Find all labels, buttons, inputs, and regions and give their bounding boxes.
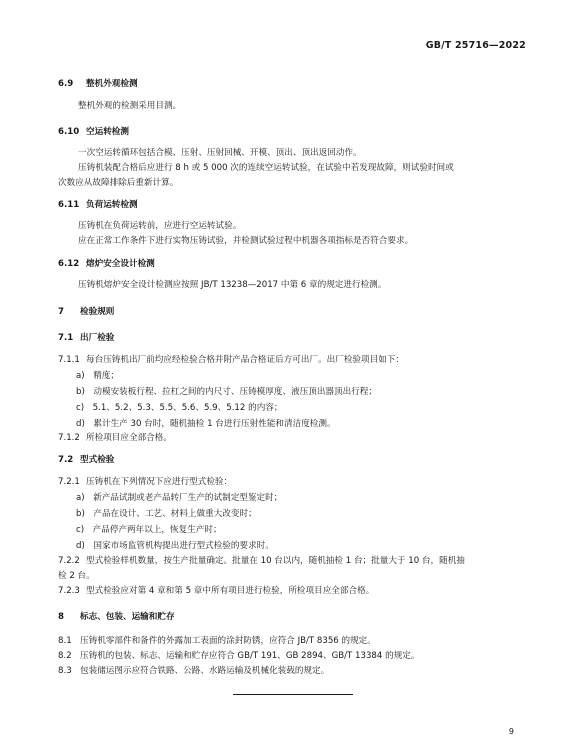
section-6-9-heading: 6.9 整机外观检测 <box>58 79 138 89</box>
section-6-11-text-1: 压铸机在负荷运转前，应进行空运转试验。 <box>78 221 242 231</box>
clause-7-2-1-item-a: a) 新产品试制或老产品转厂生产的试制定型鉴定时； <box>76 493 283 503</box>
clause-7-1-1-item-b: b) 动模安装板行程、拉杠之间的内尺寸、压铸模厚度、液压顶出器顶出行程； <box>76 387 377 397</box>
clause-8-3: 8.3 包装储运图示应符合铁路、公路、水路运输及机械化装载的规定。 <box>58 666 330 676</box>
section-6-10-heading: 6.10 空运转检测 <box>58 127 129 137</box>
clause-7-2-1-item-d: d) 国家市场监管机构提出进行型式检验的要求时。 <box>76 541 274 551</box>
clause-7-1-1-item-d: d) 累计生产 30 台时，随机抽检 1 台进行压射性能和清洁度检测。 <box>76 419 336 429</box>
clause-7-1-1: 7.1.1 每台压铸机出厂前均应经检验合格并附产品合格证后方可出厂。出厂检验项目如下： <box>58 355 404 365</box>
section-6-11-heading: 6.11 负荷运转检测 <box>58 200 138 210</box>
section-7-1-heading: 7.1 出厂检验 <box>58 333 115 343</box>
clause-7-2-2: 7.2.2 型式检验样机数量，按生产批量确定。批量在 10 台以内，随机抽检 1 台；批量大于 10 台，随机抽 <box>58 556 465 566</box>
section-6-10-text-3: 次数应从故障排除后重新计算。 <box>58 178 179 188</box>
clause-8-1: 8.1 压铸机零部件和备件的外露加工表面的涂封防锈，应符合 JB/T 8356 的规定。 <box>58 636 376 646</box>
section-6-10-text-1: 一次空运转循环包括合模、压射、压射回械、开模、顶出、顶出返回动作。 <box>78 148 362 158</box>
clause-7-2-1-item-b: b) 产品在设计、工艺、材料上做重大改变时； <box>76 509 257 519</box>
end-rule <box>233 694 353 695</box>
section-6-10-text-2: 压铸机装配合格后应进行 8 h 或 5 000 次的连续空运转试验，在试验中若发现故障，则试验时间或 <box>78 163 454 173</box>
clause-7-1-2: 7.1.2 所检项目应全部合格。 <box>58 433 172 443</box>
clause-8-2: 8.2 压铸机的包装、标志、运输和贮存应符合 GB/T 191、GB 2894、GB/T 13384 的规定。 <box>58 651 420 661</box>
clause-7-2-1-item-c: c) 产品停产两年以上，恢复生产时； <box>76 525 222 535</box>
standard-number: GB/T 25716—2022 <box>425 40 526 51</box>
clause-7-2-3: 7.2.3 型式检验应对第 4 章和第 5 章中所有项目进行检验，所检项目应全部合格。 <box>58 586 375 596</box>
section-7-2-heading: 7.2 型式检验 <box>58 455 115 465</box>
section-6-12-text: 压铸机熔炉安全设计检测应按照 JB/T 13238—2017 中第 6 章的规定进行检测。 <box>78 280 387 290</box>
clause-7-1-1-item-a: a) 精度； <box>76 371 119 381</box>
chapter-8-heading: 8 标志、包装、运输和贮存 <box>58 612 175 622</box>
section-6-12-heading: 6.12 熔炉安全设计检测 <box>58 259 155 269</box>
section-6-11-text-2: 应在正常工作条件下进行实物压铸试验，并检测试验过程中机器各项指标是否符合要求。 <box>78 236 414 246</box>
clause-7-2-1: 7.2.1 压铸机在下列情况下应进行型式检验： <box>58 477 233 487</box>
page-number: 9 <box>508 727 514 736</box>
section-6-9-text: 整机外观的检测采用目测。 <box>78 101 182 111</box>
clause-7-1-1-item-c: c) 5.1、5.2、5.3、5.5、5.6、5.9、5.12 的内容； <box>76 403 283 413</box>
clause-7-2-2-cont: 检 2 台。 <box>58 571 95 581</box>
chapter-7-heading: 7 检验规则 <box>58 307 115 317</box>
